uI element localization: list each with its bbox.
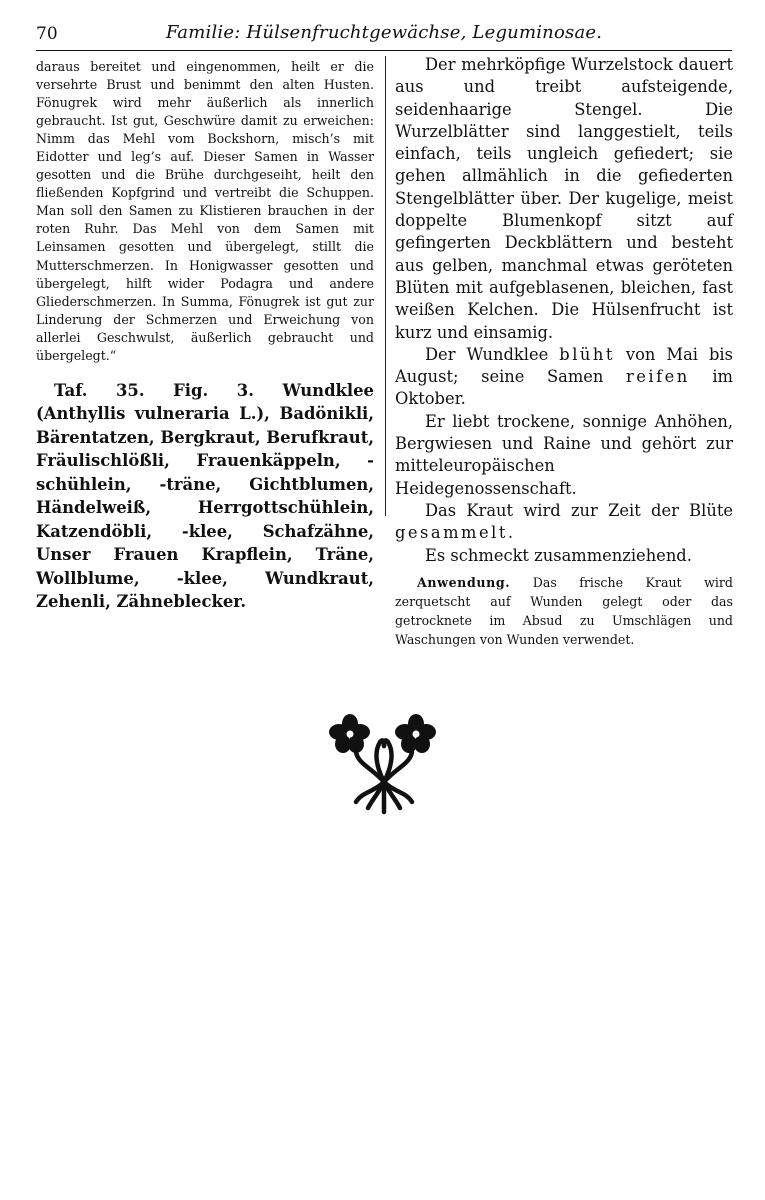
bloom-emphasis: blüht <box>559 344 615 364</box>
floral-ornament-icon <box>322 712 446 816</box>
taste-paragraph: Es schmeckt zusammenziehend. <box>425 545 692 565</box>
floral-ornament-svg <box>322 712 446 816</box>
continuation-paragraph: daraus bereitet und eingenommen, heilt er die versehrte Brust und benimmt den alten Husten. Fönugrek wird mehr äußerlich als innerlich gebraucht. Ist gut, Geschwüre damit zu erweichen: Nimm das Mehl vom Bockshorn, misch’s mit Eidotter und leg’s auf. Dieser Samen in Wasser gesotten und die Brühe durchgeseiht, heilt den fließenden Kopfgrind und vertreibt die Schuppen. Man soll den Samen zu Klistieren brauchen in der roten Ruhr. Das Mehl von dem Samen mit Leinsamen gesotten und übergelegt, stillt die Mutterschmerzen. In Honigwasser gesotten und übergelegt, hilft wider Podagra und andere Gliederschmerzen. In Summa, Fönugrek ist gut zur Linderung der Schmerzen und Erweichung von allerlei Geschwulst, äußerlich gebraucht und übergelegt.“ <box>36 59 374 363</box>
harvest-text: Das Kraut wird zur Zeit der Blüte <box>425 500 733 520</box>
bloom-text-2: von Mai bis August; seine Samen <box>395 344 733 387</box>
bloom-text-1: Der Wundklee <box>425 344 560 364</box>
species-entry <box>36 379 374 614</box>
column-divider <box>385 56 386 516</box>
running-header <box>36 22 732 48</box>
page-number: 70 <box>36 24 58 44</box>
application-text: Das frische Kraut wird zerquetscht auf Wunden gelegt oder das getrocknete im Absud zu Umschlägen und Waschungen von Wunden verwendet. <box>395 574 733 647</box>
running-title: Familie: Hülsenfruchtgewächse, Leguminosae. <box>165 22 603 43</box>
harvest-paragraph <box>395 500 733 545</box>
ripen-emphasis: reifen <box>625 367 690 387</box>
header-rule <box>36 50 732 51</box>
harvest-emphasis: gesammelt. <box>395 523 516 543</box>
application-note <box>395 573 733 649</box>
entry-common-names: Badönikli, Bärentatzen, Bergkraut, Berufkraut, Fräulischlößli, Frauenkäppeln, -schühlein, -träne, Gichtblumen, Händelweiß, Herrgottschühlein, Katzendöbli, -klee, Schafzähne, Unser Frauen Krapflein, Träne, Wollblume, -klee, Wundkraut, Zehenli, Zähneblecker. <box>36 404 374 612</box>
bloom-text-3: im Oktober. <box>395 367 733 409</box>
application-label: Anwendung. <box>417 574 511 590</box>
bloom-paragraph <box>395 344 733 411</box>
description-paragraph: Der mehrköpfige Wurzelstock dauert aus und treibt aufsteigende, seidenhaarige Stengel. Die Wurzelblätter sind langgestielt, teils einfach, teils ungleich gefiedert; sie gehen allmählich in die gefiederten Stengelblätter über. Der kugelige, meist doppelte Blumenkopf sitzt auf gefingerten Deckblättern und besteht aus gelben, manchmal etwas geröteten Blüten mit aufgeblasenen, bleichen, fast weißen Kelchen. Die Hülsenfrucht ist kurz und einsamig. <box>395 55 733 342</box>
entry-heading: Taf. 35. Fig. 3. Wundklee (Anthyllis vulneraria L.), <box>36 380 374 424</box>
left-column <box>36 58 374 630</box>
right-column <box>395 54 733 661</box>
habitat-paragraph: Er liebt trockene, sonnige Anhöhen, Bergwiesen und Raine und gehört zur mitteleuropäischen Heidegenossenschaft. <box>395 411 733 498</box>
